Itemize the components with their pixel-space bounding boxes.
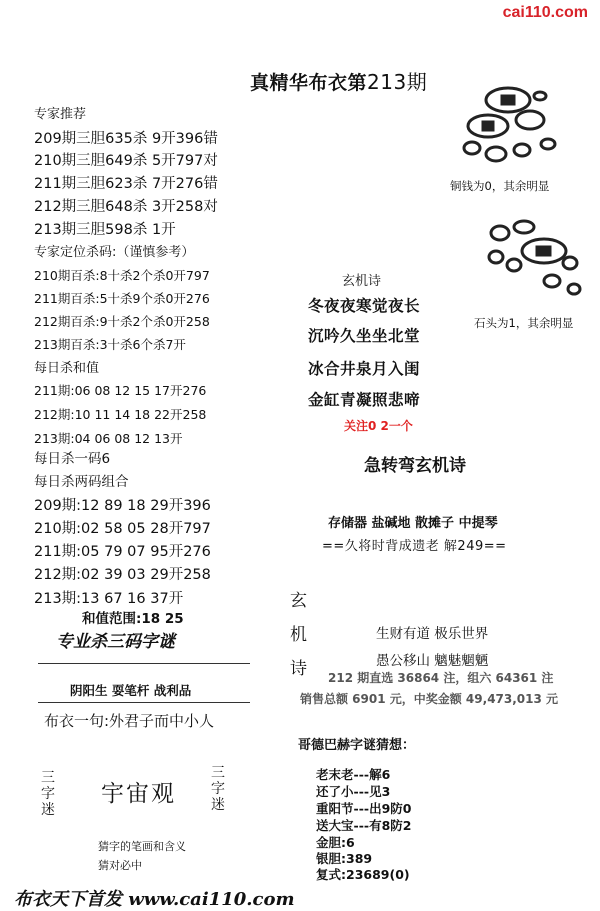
position-kill-row: 210期百杀:8十杀2个杀0开797 (34, 268, 210, 283)
xuanji-char: 玄 (290, 591, 307, 611)
xuanji-char: 诗 (290, 659, 307, 679)
two-code-label: 每日杀两码组合 (34, 474, 129, 490)
two-code-row: 210期:02 58 05 28开797 (34, 521, 211, 537)
divider (38, 702, 250, 703)
position-kill-label: 专家定位杀码:（谨慎参考） (34, 245, 195, 260)
guess-hint: 猜字的笔画和含义 (98, 840, 186, 853)
goldbach-row: 老末老---解6 (316, 767, 391, 782)
center-word: 宇宙观 (101, 781, 176, 807)
jizhuan-heading: 急转弯玄机诗 (364, 456, 466, 476)
site-brand: cai110.com (502, 4, 588, 21)
goldbach-row: 送大宝---有8防2 (316, 818, 412, 833)
stones-illustration (480, 215, 585, 305)
position-kill-row: 212期百杀:9十杀2个杀0开258 (34, 314, 210, 329)
goldbach-row: 银胆:389 (316, 851, 373, 866)
goldbach-label: 哥德巴赫字谜猜想： (298, 738, 416, 753)
position-kill-row: 211期百杀:5十杀9个杀0开276 (34, 291, 210, 306)
draw-stats: 212 期直选 36864 注，组六 64361 注 (328, 671, 554, 685)
issue-number: 213期 (367, 70, 428, 94)
position-kill-row: 213期百杀:3十杀6个杀7开 (34, 337, 186, 352)
xuanji-char: 机 (290, 625, 307, 645)
xuanji-pair: 生财有道 极乐世界 (376, 626, 489, 642)
poem-label: 玄机诗 (342, 274, 382, 289)
sales-stats: 销售总额 6901 元，中奖金额 49,473,013 元 (300, 692, 559, 706)
two-code-row: 212期:02 39 03 29开258 (34, 567, 211, 583)
goldbach-row: 复式:23689(0) (316, 867, 410, 882)
poem-line: 沉吟久坐坐北堂 (308, 327, 421, 345)
goldbach-row: 金胆:6 (316, 835, 355, 850)
two-code-row: 209期:12 89 18 29开396 (34, 498, 211, 514)
guess-hint: 猜对必中 (98, 859, 142, 872)
jiu-line: ==久将时背成遗老 解249== (322, 539, 507, 554)
buyi-line: 布衣一句:外君子而中小人 (44, 712, 215, 730)
footer-banner: 布衣天下首发 www.cai110.com (14, 889, 295, 910)
kill3-riddle-heading: 专业杀三码字谜 (56, 632, 175, 652)
two-code-row: 211期:05 79 07 95开276 (34, 544, 211, 560)
goldbach-row: 重阳节---出9防0 (316, 801, 412, 816)
daily-sum-row: 213期:04 06 08 12 13开 (34, 431, 183, 446)
poem-line: 金缸青凝照悲啼 (308, 391, 421, 409)
sanzi-right: 三字迷 (211, 765, 225, 813)
expert-label: 专家推荐 (34, 107, 87, 122)
two-code-row: 213期:13 67 16 37开 (34, 591, 184, 607)
xuanji-pair: 愚公移山 魑魅魍魉 (376, 653, 489, 669)
daily-sum-row: 211期:06 08 12 15 17开276 (34, 383, 207, 398)
poem-line: 冰合井泉月入闺 (308, 360, 421, 378)
stones-caption: 石头为1，其余明显 (474, 316, 574, 330)
page-title (250, 66, 427, 95)
sanzi-left: 三字迷 (41, 770, 55, 818)
yinyang-riddle: 阴阳生 耍笔杆 战利品 (70, 683, 192, 698)
divider (38, 663, 250, 664)
coins-illustration (460, 78, 570, 168)
daily-one-kill: 每日杀一码6 (34, 451, 111, 467)
coins-caption: 铜钱为0，其余明显 (450, 179, 550, 193)
goldbach-row: 还了小---见3 (316, 784, 391, 799)
sum-range: 和值范围:18 25 (82, 611, 184, 627)
words-line: 存储器 盐碱地 散摊子 中提琴 (328, 516, 498, 531)
daily-sum-row: 212期:10 11 14 18 22开258 (34, 407, 207, 422)
expert-row: 212期三胆648杀 3开258对 (34, 199, 218, 215)
expert-row: 211期三胆623杀 7开276错 (34, 176, 218, 192)
poem-line: 冬夜夜寒觉夜长 (308, 297, 421, 315)
expert-row: 210期三胆649杀 5开797对 (34, 153, 218, 169)
attention-note: 关注0 2一个 (344, 419, 413, 433)
expert-row: 209期三胆635杀 9开396错 (34, 131, 218, 147)
daily-sum-label: 每日杀和值 (34, 361, 100, 376)
title-text: 真精华布衣第 (250, 72, 368, 94)
expert-row: 213期三胆598杀 1开 (34, 222, 176, 238)
